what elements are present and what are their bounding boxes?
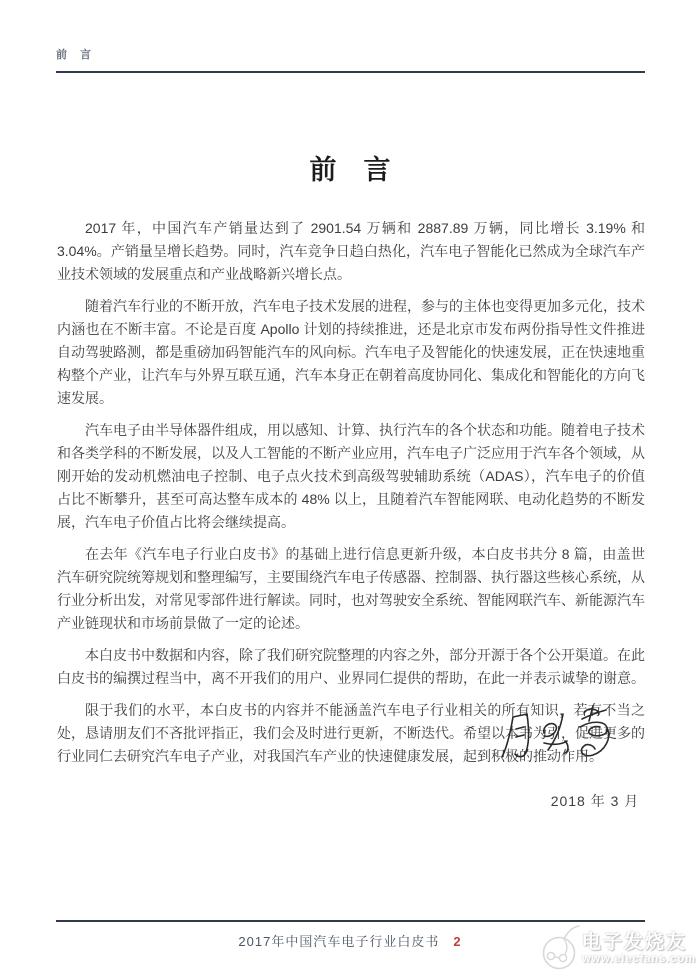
header-divider: [56, 71, 645, 73]
signature-date: 2018 年 3 月: [550, 793, 640, 809]
watermark-site-url: www.elecfans.com: [582, 953, 697, 966]
paragraph: 汽车电子由半导体器件组成，用以感知、计算、执行汽车的各个状态和功能。随着电子技术和各类学科的不断发展，以及人工智能的不断产业应用，汽车电子广泛应用于汽车各个领域，从刚开始的发动机燃油电子控制、电子点火技术到高级驾驶辅助系统（ADAS），汽车电子的价值占比不断攀升，甚至可高达整车成本的 48% 以上，且随着汽车智能网联、电动化趋势的不断发展，汽车电子价值占比将会继续提高。: [57, 422, 645, 530]
paragraph: 在去年《汽车电子行业白皮书》的基础上进行信息更新升级，本白皮书共分 8 篇，由盖世汽车研究院统筹规划和整理编写，主要围绕汽车电子传感器、控制器、执行器这些核心系统，从行业分析出发，对常见零部件进行解读。同时，也对驾驶安全系统、智能网联汽车、新能源汽车产业链现状和市场前景做了一定的论述。: [57, 546, 645, 631]
watermark-site-name: 电子发烧友: [582, 931, 688, 953]
running-header: 前 言: [56, 49, 97, 61]
watermark-text: [582, 933, 698, 966]
paragraph: 2017 年，中国汽车产销量达到了 2901.54 万辆和 2887.89 万辆，同比增长 3.19% 和 3.04%。产销量呈增长趋势。同时，汽车竞争日趋白热化，汽车电子智能化已然成为全球汽车产业技术领域的发展重点和产业战略新兴增长点。: [57, 220, 645, 282]
elecfans-logo-icon: [538, 923, 582, 975]
paragraph: 随着汽车行业的不断开放，汽车电子技术发展的进程，参与的主体也变得更加多元化，技术内涵也在不断丰富。不论是百度 Apollo 计划的持续推进，还是北京市发布两份指导性文件推进自动驾驶路测，都是重磅加码智能汽车的风向标。汽车电子及智能化的快速发展，正在快速地重构整个产业，让汽车与外界互联互通，汽车本身正在朝着高度协同化、集成化和智能化的方向飞速发展。: [57, 298, 645, 406]
watermark: [538, 920, 698, 978]
paragraph: 限于我们的水平，本白皮书的内容并不能涵盖汽车电子行业相关的所有知识，若有不当之处，恳请朋友们不吝批评指正，我们会及时进行更新，不断迭代。希望以本书为引，促进更多的行业同仁去研究汽车电子产业，对我国汽车产业的快速健康发展，起到积极的推动作用。: [57, 702, 645, 764]
footer-book-title: 2017年中国汽车电子行业白皮书: [238, 934, 440, 949]
page-title: 前 言: [309, 155, 391, 186]
preface-body: [57, 217, 645, 777]
page-number: 2: [453, 934, 462, 949]
handwritten-signature: [496, 703, 620, 773]
paragraph: 本白皮书中数据和内容，除了我们研究院整理的内容之外，部分开源于各个公开渠道。在此白皮书的编撰过程当中，离不开我们的用户、业界同仁提供的帮助，在此一并表示诚挚的谢意。: [57, 647, 645, 686]
